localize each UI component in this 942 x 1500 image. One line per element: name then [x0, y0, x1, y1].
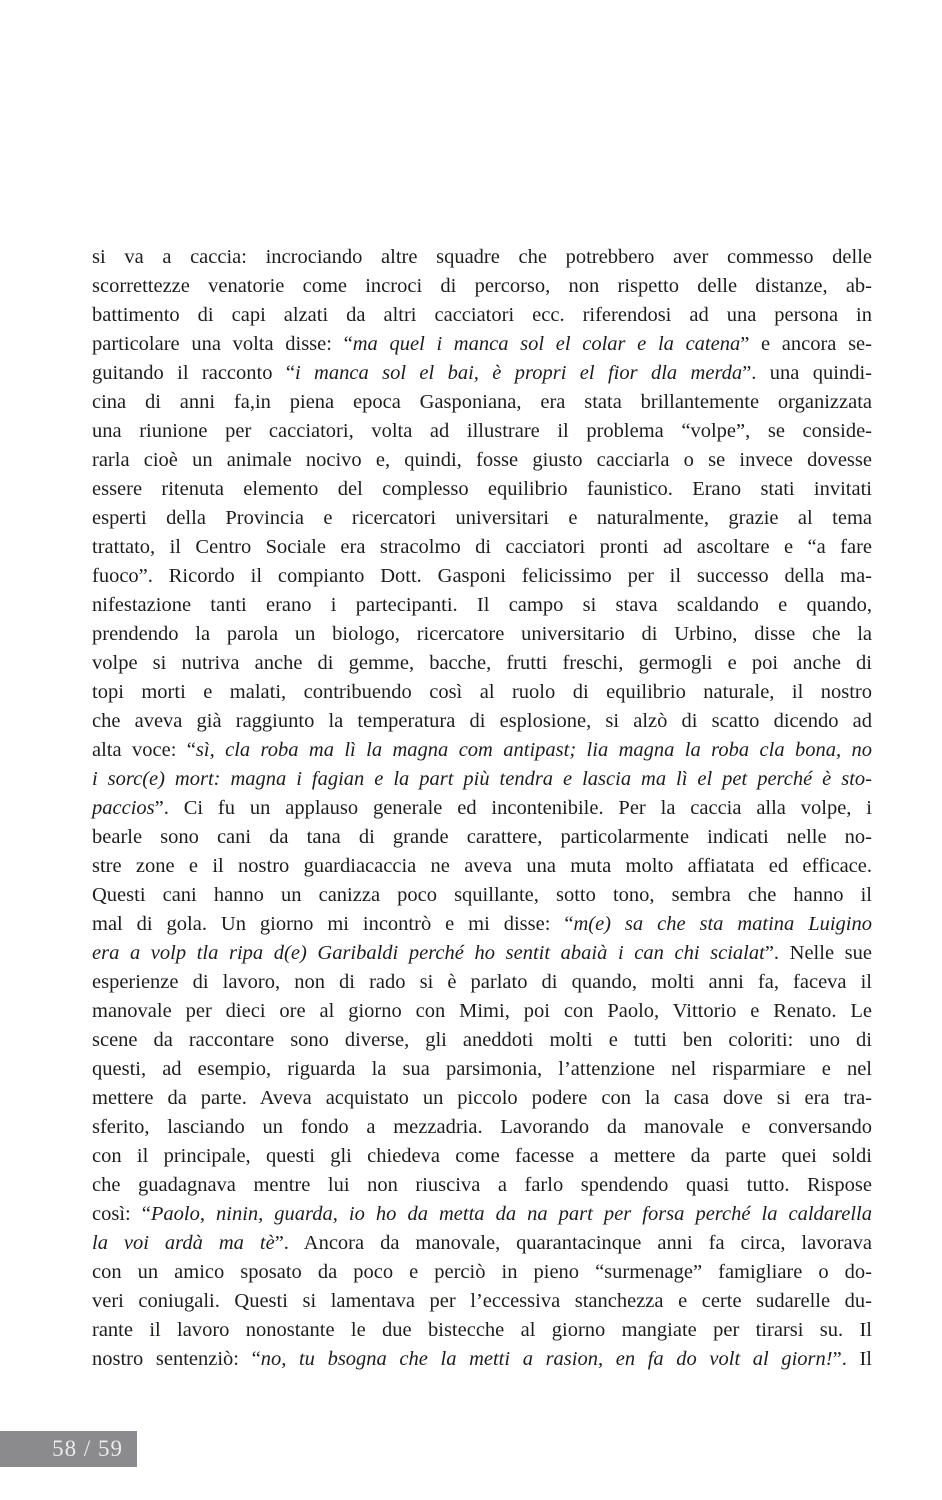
- text-line: [92, 765, 872, 794]
- body-text-segment: rarla cioè un animale nocivo e, quindi, fosse giusto cacciarla o se invece dovesse: [92, 449, 872, 471]
- text-line: [92, 1229, 872, 1258]
- dialect-quote-text: era a volp tla ripa d(e) Garibaldi perché ho sentit abaià i can chi scialat: [92, 942, 765, 964]
- body-text-segment: che guadagnava mentre lui non riusciva a farlo spendendo quasi tutto. Rispose: [92, 1174, 872, 1196]
- text-line: [92, 562, 872, 591]
- body-text-segment: sferito, lasciando un fondo a mezzadria. Lavorando da manovale e conversando: [92, 1116, 872, 1138]
- text-line: [92, 475, 872, 504]
- text-line: [92, 417, 872, 446]
- body-text-segment: ”. Nelle sue: [764, 942, 872, 964]
- text-line: [92, 794, 872, 823]
- body-text-segment: bearle sono cani da tana di grande carattere, particolarmente indicati nelle no-: [92, 826, 872, 848]
- body-text-segment: cina di anni fa,in piena epoca Gasponiana, era stata brillantemente organizzata: [92, 391, 872, 413]
- body-text-segment: guitando il racconto “: [92, 362, 295, 384]
- body-text-segment: così: “: [92, 1203, 151, 1225]
- body-text-segment: battimento di capi alzati da altri cacciatori ecc. riferendosi ad una persona in: [92, 304, 872, 326]
- text-line: [92, 1113, 872, 1142]
- body-text-segment: trattato, il Centro Sociale era stracolmo di cacciatori pronti ad ascoltare e “a fare: [92, 536, 872, 558]
- text-line: [92, 533, 872, 562]
- text-line: [92, 1055, 872, 1084]
- text-line: [92, 1171, 872, 1200]
- text-line: [92, 591, 872, 620]
- body-text-segment: manovale per dieci ore al giorno con Mimi, poi con Paolo, Vittorio e Renato. Le: [92, 1000, 872, 1022]
- body-text-segment: una riunione per cacciatori, volta ad illustrare il problema “volpe”, se conside-: [92, 420, 872, 442]
- dialect-quote-text: no, tu bsogna che la metti a rasion, en fa do volt al giorn!: [260, 1348, 833, 1370]
- text-line: [92, 649, 872, 678]
- body-text-segment: ”. Il: [832, 1348, 873, 1370]
- text-line: [92, 939, 872, 968]
- text-line: [92, 1258, 872, 1287]
- text-line: [92, 1316, 872, 1345]
- body-text-segment: questi, ad esempio, riguarda la sua parsimonia, l’attenzione nel risparmiare e nel: [92, 1058, 872, 1080]
- text-line: [92, 1142, 872, 1171]
- body-text-segment: nostro sentenziò: “: [92, 1348, 261, 1370]
- text-line: [92, 1287, 872, 1316]
- body-text-segment: esperienze di lavoro, non di rado si è parlato di quando, molti anni fa, faceva il: [92, 971, 872, 993]
- text-line: [92, 910, 872, 939]
- body-text-segment: scene da raccontare sono diverse, gli aneddoti molti e tutti ben coloriti: uno di: [92, 1029, 872, 1051]
- body-text: [92, 243, 872, 1374]
- text-line: [92, 388, 872, 417]
- text-line: [92, 736, 872, 765]
- text-line: [92, 1084, 872, 1113]
- body-text-segment: esperti della Provincia e ricercatori universitari e naturalmente, grazie al tema: [92, 507, 872, 529]
- text-line: [92, 881, 872, 910]
- text-line: [92, 997, 872, 1026]
- page-number: 58 / 59: [52, 1436, 123, 1461]
- text-line: [92, 1026, 872, 1055]
- body-text-segment: volpe si nutriva anche di gemme, bacche, frutti freschi, germogli e poi anche di: [92, 652, 872, 674]
- dialect-quote-text: la voi ardà ma tè: [92, 1232, 275, 1254]
- text-line: [92, 1200, 872, 1229]
- text-line: [92, 330, 872, 359]
- text-line: [92, 852, 872, 881]
- dialect-quote-text: ma quel i manca sol el colar e la catena: [352, 333, 741, 355]
- body-text-segment: veri coniugali. Questi si lamentava per l’eccessiva stanchezza e certe sudarelle du-: [92, 1290, 872, 1312]
- body-text-segment: che aveva già raggiunto la temperatura di esplosione, si alzò di scatto dicendo ad: [92, 710, 872, 732]
- text-line: [92, 707, 872, 736]
- body-text-segment: ”. Ancora da manovale, quarantacinque anni fa circa, lavorava: [274, 1232, 873, 1254]
- body-text-segment: alta voce: “: [92, 739, 196, 761]
- text-line: [92, 968, 872, 997]
- text-line: [92, 678, 872, 707]
- body-text-segment: essere ritenuta elemento del complesso equilibrio faunistico. Erano stati invitati: [92, 478, 872, 500]
- body-text-segment: prendendo la parola un biologo, ricercatore universitario di Urbino, disse che la: [92, 623, 872, 645]
- body-text-segment: scorrettezze venatorie come incroci di percorso, non rispetto delle distanze, ab-: [92, 275, 872, 297]
- text-line: [92, 301, 872, 330]
- body-text-segment: Questi cani hanno un canizza poco squillante, sotto tono, sembra che hanno il: [92, 884, 872, 906]
- page-number-badge: [0, 1431, 137, 1467]
- text-line: [92, 243, 872, 272]
- body-text-segment: ”. Ci fu un applauso generale ed incontenibile. Per la caccia alla volpe, i: [154, 797, 872, 819]
- text-line: [92, 272, 872, 301]
- body-text-segment: si va a caccia: incrociando altre squadre che potrebbero aver commesso delle: [92, 246, 872, 268]
- body-text-segment: particolare una volta disse: “: [92, 333, 353, 355]
- dialect-quote-text: paccios: [92, 797, 155, 819]
- body-text-segment: fuoco”. Ricordo il compianto Dott. Gasponi felicissimo per il successo della ma-: [92, 565, 872, 587]
- body-text-segment: ”. una quindi-: [742, 362, 872, 384]
- text-line: [92, 446, 872, 475]
- text-line: [92, 504, 872, 533]
- body-text-segment: con il principale, questi gli chiedeva come facesse a mettere da parte quei soldi: [92, 1145, 872, 1167]
- body-text-segment: mettere da parte. Aveva acquistato un piccolo podere con la casa dove si era tra-: [92, 1087, 872, 1109]
- dialect-quote-text: sì, cla roba ma lì la magna com antipast; lia magna la roba cla bona, no: [195, 739, 872, 761]
- body-text-segment: nifestazione tanti erano i partecipanti. Il campo si stava scaldando e quando,: [92, 594, 872, 616]
- text-line: [92, 359, 872, 388]
- dialect-quote-text: i manca sol el bai, è propri el fior dla merda: [294, 362, 743, 384]
- dialect-quote-text: i sorc(e) mort: magna i fagian e la part più tendra e lascia ma lì el pet perché è sto-: [92, 768, 872, 790]
- body-text-segment: topi morti e malati, contribuendo così al ruolo di equilibrio naturale, il nostro: [92, 681, 872, 703]
- body-text-segment: rante il lavoro nonostante le due bistecche al giorno mangiate per tirarsi su. Il: [92, 1319, 872, 1341]
- body-text-segment: mal di gola. Un giorno mi incontrò e mi disse: “: [92, 913, 574, 935]
- text-line: [92, 1345, 872, 1374]
- text-line: [92, 823, 872, 852]
- dialect-quote-text: Paolo, ninin, guarda, io ho da metta da na part per forsa perché la caldarella: [150, 1203, 872, 1225]
- body-text-segment: con un amico sposato da poco e perciò in pieno “surmenage” famigliare o do-: [92, 1261, 872, 1283]
- dialect-quote-text: m(e) sa che sta matina Luigino: [573, 913, 872, 935]
- body-text-segment: ” e ancora se-: [740, 333, 872, 355]
- body-text-segment: stre zone e il nostro guardiacaccia ne aveva una muta molto affiatata ed efficace.: [92, 855, 872, 877]
- text-line: [92, 620, 872, 649]
